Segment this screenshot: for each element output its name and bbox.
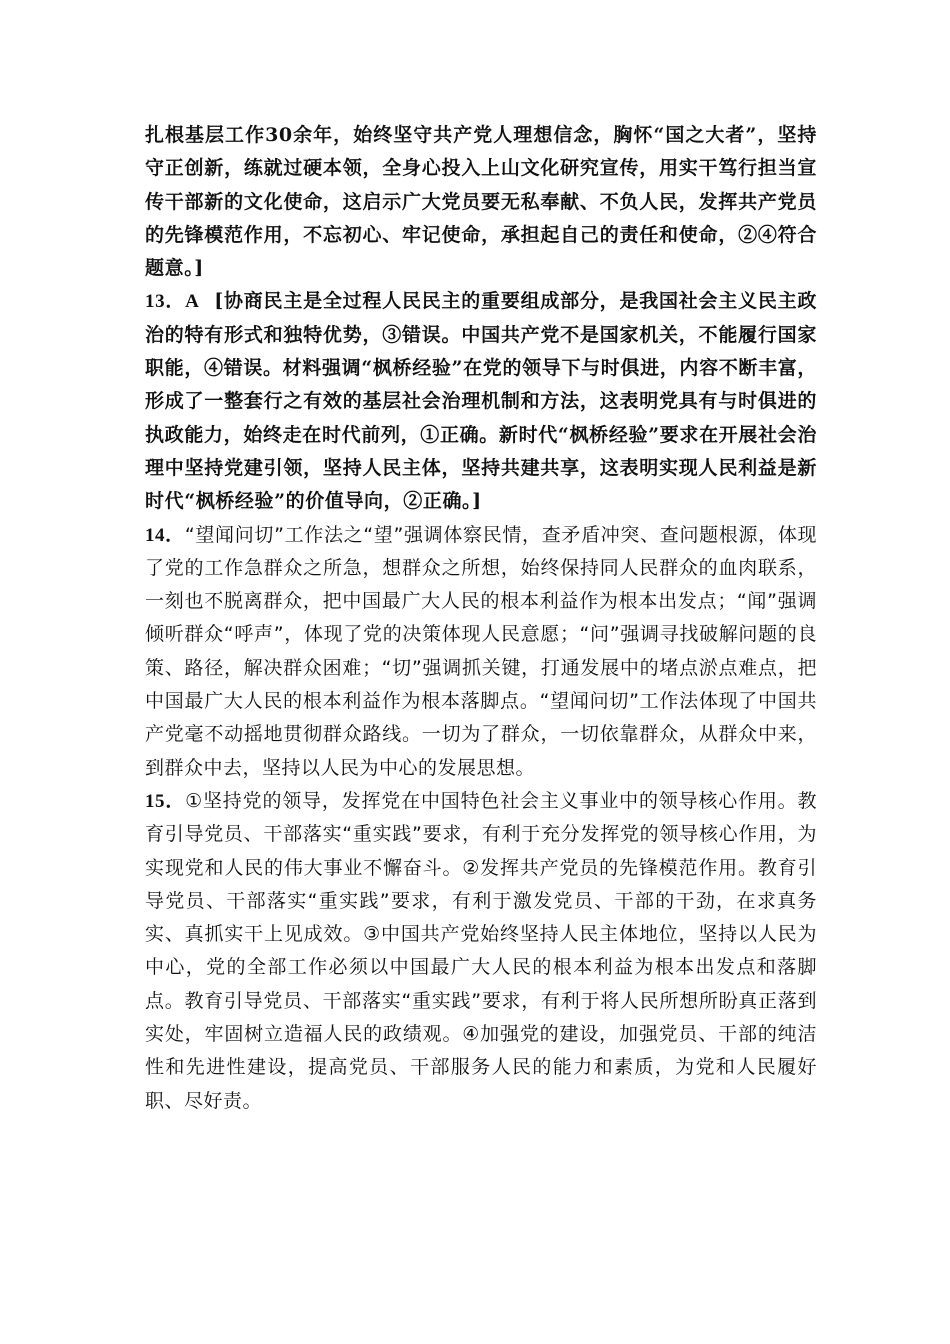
- answer-13: [145, 285, 817, 518]
- answer-number: 13．A: [145, 291, 200, 313]
- answer-number: 14．: [145, 524, 185, 546]
- answer-page: [145, 119, 817, 1118]
- answer-12-continuation: [145, 119, 817, 285]
- answer-15: [145, 785, 817, 1118]
- answer-14: [145, 519, 817, 785]
- answer-text: “望闻问切”工作法之“望”强调体察民情，查矛盾冲突、查问题根源，体现了党的工作急群众之所急，想群众之所想，始终保持同人民群众的血肉联系，一刻也不脱离群众，把中国最广大人民的根本利益作为根本出发点；“闻”强调倾听群众“呼声”，体现了党的决策体现人民意愿；“问”强调寻找破解问题的良策、路径，解决群众困难；“切”强调抓关键，打通发展中的堵点淤点难点，把中国最广大人民的根本利益作为根本落脚点。“望闻问切”工作法体现了中国共产党毫不动摇地贯彻群众路线。一切为了群众，一切依靠群众，从群众中来，到群众中去，坚持以人民为中心的发展思想。: [145, 523, 817, 779]
- answer-text: [协商民主是全过程人民民主的重要组成部分，是我国社会主义民主政治的特有形式和独特优势，③错误。中国共产党不是国家机关，不能履行国家职能，④错误。材料强调“枫桥经验”在党的领导下与时俱进，内容不断丰富，形成了一整套行之有效的基层社会治理机制和方法，这表明党具有与时俱进的执政能力，始终走在时代前列，①正确。新时代“枫桥经验”要求在开展社会治理中坚持党建引领，坚持人民主体，坚持共建共享，这表明实现人民利益是新时代“枫桥经验”的价值导向，②正确。]: [145, 290, 817, 513]
- answer-number: 15．: [145, 790, 186, 812]
- answer-text: 扎根基层工作30余年，始终坚守共产党人理想信念，胸怀“国之大者”，坚持守正创新，练就过硬本领，全身心投入上山文化研究宣传，用实干笃行担当宣传干部新的文化使命，这启示广大党员要无私奉献、不负人民，发挥共产党员的先锋模范作用，不忘初心、牢记使命，承担起自己的责任和使命，②④符合题意。]: [145, 124, 817, 280]
- answer-text: ①坚持党的领导，发挥党在中国特色社会主义事业中的领导核心作用。教育引导党员、干部落实“重实践”要求，有利于充分发挥党的领导核心作用，为实现党和人民的伟大事业不懈奋斗。②发挥共产党员的先锋模范作用。教育引导党员、干部落实“重实践”要求，有利于激发党员、干部的干劲，在求真务实、真抓实干上见成效。③中国共产党始终坚持人民主体地位，坚持以人民为中心，党的全部工作必须以中国最广大人民的根本利益为根本出发点和落脚点。教育引导党员、干部落实“重实践”要求，有利于将人民所想所盼真正落到实处，牢固树立造福人民的政绩观。④加强党的建设，加强党员、干部的纯洁性和先进性建设，提高党员、干部服务人民的能力和素质，为党和人民履好职、尽好责。: [145, 789, 817, 1112]
